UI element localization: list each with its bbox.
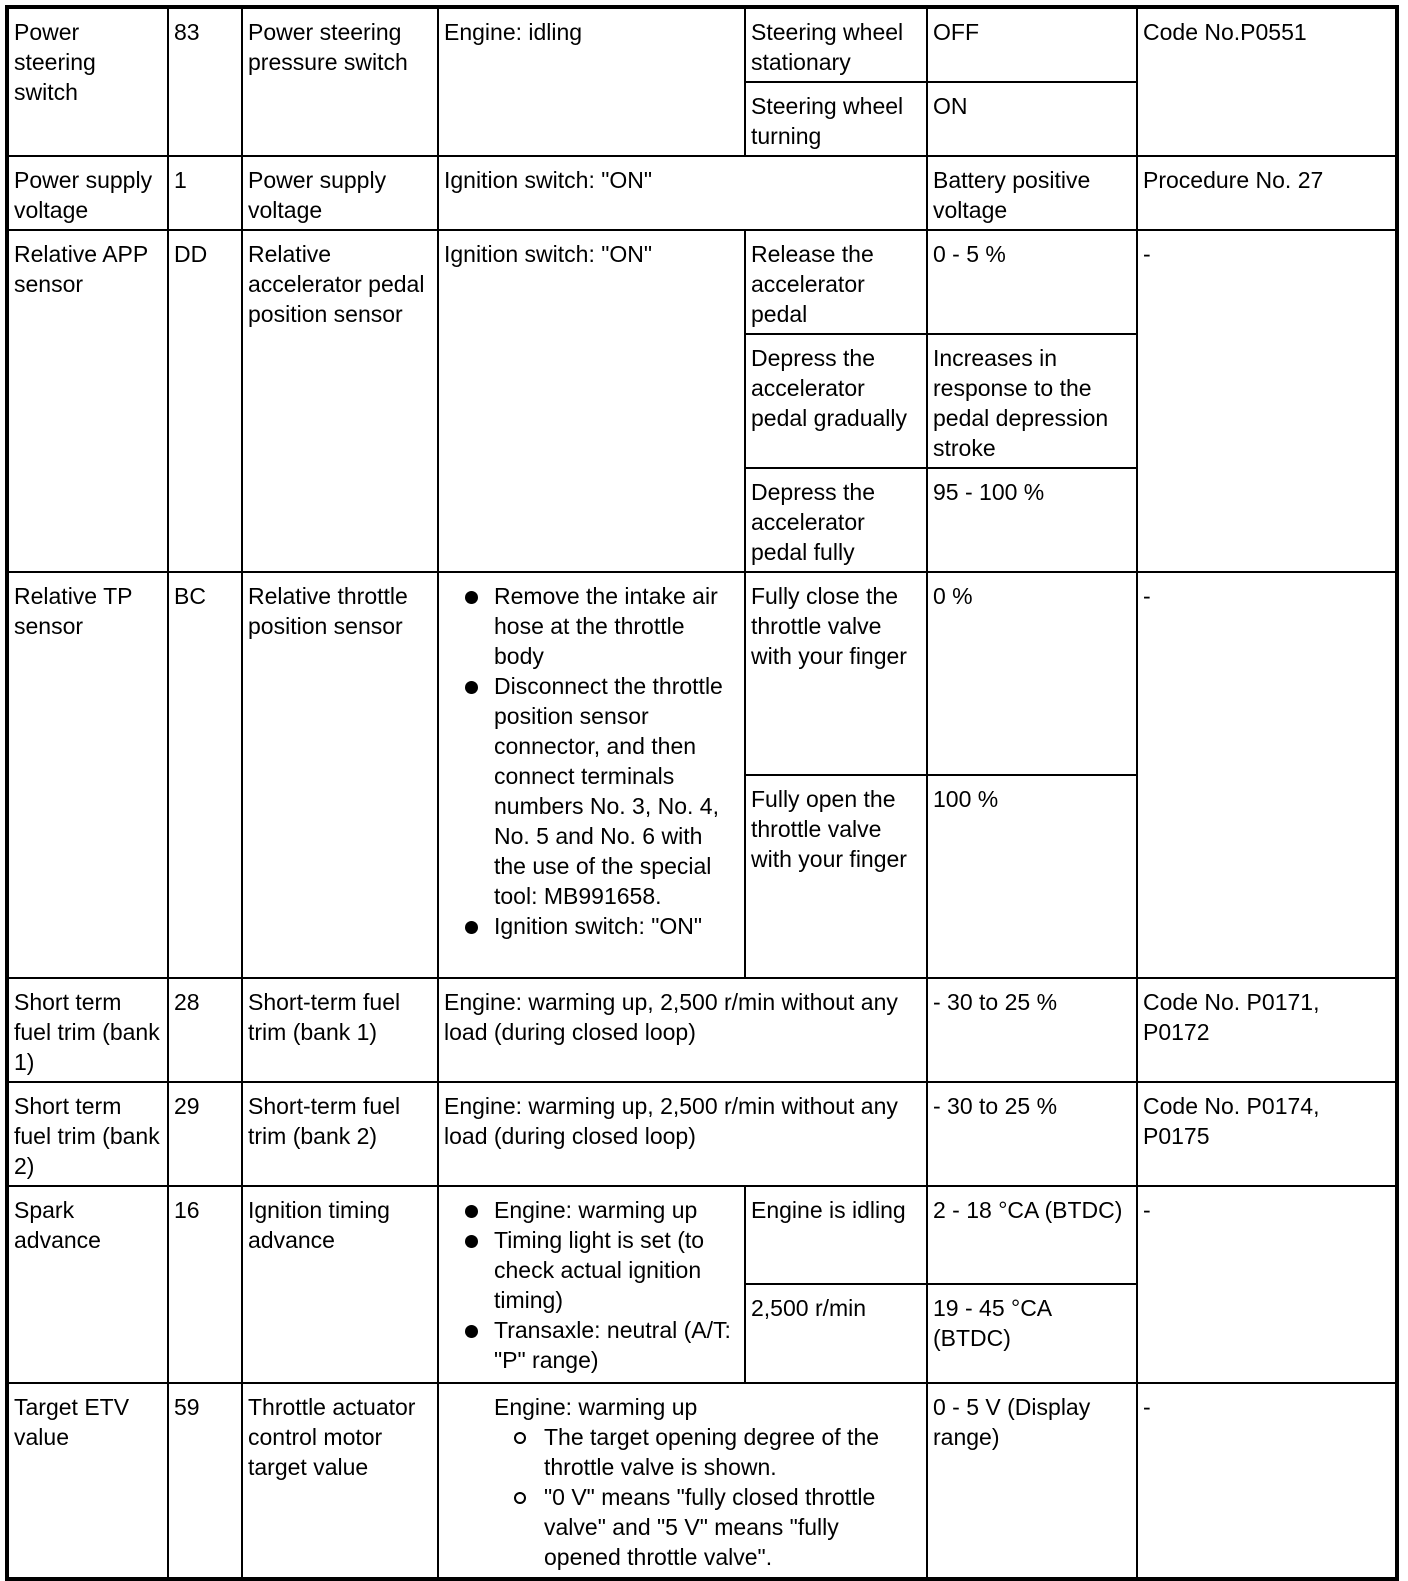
normal-value-cell: - 30 to 25 % bbox=[927, 1082, 1137, 1186]
sub-condition-cell: Depress the accelerator pedal gradually bbox=[745, 334, 927, 468]
item-no-cell: 1 bbox=[168, 156, 242, 230]
condition-cell: Ignition switch: "ON" bbox=[438, 230, 745, 572]
item-no-cell: BC bbox=[168, 572, 242, 978]
condition-cell bbox=[438, 1383, 927, 1579]
condition-bullet-list bbox=[444, 1195, 739, 1375]
normal-value-cell: - 30 to 25 % bbox=[927, 978, 1137, 1082]
item-no-cell: 16 bbox=[168, 1186, 242, 1383]
normal-value-cell: Battery positive voltage bbox=[927, 156, 1137, 230]
condition-note: "0 V" means "fully closed throttle valve" and "5 V" means "fully opened throttle valve". bbox=[494, 1482, 921, 1572]
sub-condition-cell: 2,500 r/min bbox=[745, 1284, 927, 1383]
reference-cell: - bbox=[1137, 1383, 1397, 1579]
sub-condition-cell: Fully close the throttle valve with your finger bbox=[745, 572, 927, 775]
item-cell: Relative APP sensor bbox=[7, 230, 168, 572]
item-name-cell: Throttle actuator control motor target value bbox=[242, 1383, 438, 1579]
normal-value-cell: Increases in response to the pedal depression stroke bbox=[927, 334, 1137, 468]
item-cell: Spark advance bbox=[7, 1186, 168, 1383]
sub-condition-cell: Release the accelerator pedal bbox=[745, 230, 927, 334]
item-cell: Short term fuel trim (bank 1) bbox=[7, 978, 168, 1082]
normal-value-cell: 2 - 18 °CA (BTDC) bbox=[927, 1186, 1137, 1284]
condition-bullet-list bbox=[444, 581, 739, 941]
sub-condition-cell: Steering wheel turning bbox=[745, 82, 927, 156]
item-name-cell: Power steering pressure switch bbox=[242, 7, 438, 156]
condition-cell: Engine: warming up, 2,500 r/min without any load (during closed loop) bbox=[438, 1082, 927, 1186]
table-row bbox=[7, 1186, 1397, 1284]
condition-cell: Ignition switch: "ON" bbox=[438, 156, 927, 230]
reference-cell: Code No. P0174, P0175 bbox=[1137, 1082, 1397, 1186]
reference-cell: - bbox=[1137, 1186, 1397, 1383]
condition-bullet: Ignition switch: "ON" bbox=[444, 911, 739, 941]
reference-cell: Code No.P0551 bbox=[1137, 7, 1397, 156]
item-name-cell: Power supply voltage bbox=[242, 156, 438, 230]
table-row bbox=[7, 978, 1397, 1082]
normal-value-cell: 100 % bbox=[927, 775, 1137, 978]
table-row bbox=[7, 7, 1397, 82]
condition-bullet: Timing light is set (to check actual ignition timing) bbox=[444, 1225, 739, 1315]
normal-value-cell: 95 - 100 % bbox=[927, 468, 1137, 572]
condition-cell bbox=[438, 572, 745, 978]
table-row bbox=[7, 1082, 1397, 1186]
sub-condition-cell: Engine is idling bbox=[745, 1186, 927, 1284]
condition-cell: Engine: idling bbox=[438, 7, 745, 156]
item-no-cell: 29 bbox=[168, 1082, 242, 1186]
item-cell: Power supply voltage bbox=[7, 156, 168, 230]
table-row bbox=[7, 1383, 1397, 1579]
item-no-cell: 83 bbox=[168, 7, 242, 156]
item-name-cell: Short-term fuel trim (bank 2) bbox=[242, 1082, 438, 1186]
normal-value-cell: 19 - 45 °CA (BTDC) bbox=[927, 1284, 1137, 1383]
reference-cell: - bbox=[1137, 572, 1397, 978]
condition-bullet: Remove the intake air hose at the throttle body bbox=[444, 581, 739, 671]
table-row bbox=[7, 156, 1397, 230]
reference-cell: Code No. P0171, P0172 bbox=[1137, 978, 1397, 1082]
item-name-cell: Relative throttle position sensor bbox=[242, 572, 438, 978]
normal-value-cell: OFF bbox=[927, 7, 1137, 82]
reference-cell: - bbox=[1137, 230, 1397, 572]
condition-note-list bbox=[444, 1422, 921, 1572]
sub-condition-cell: Depress the accelerator pedal fully bbox=[745, 468, 927, 572]
item-name-cell: Ignition timing advance bbox=[242, 1186, 438, 1383]
condition-note: The target opening degree of the throttle valve is shown. bbox=[494, 1422, 921, 1482]
item-no-cell: 59 bbox=[168, 1383, 242, 1579]
table-row bbox=[7, 572, 1397, 775]
condition-bullet: Disconnect the throttle position sensor connector, and then connect terminals numbers No. 3, No. 4, No. 5 and No. 6 with the use of the special tool: MB991658. bbox=[444, 671, 739, 911]
spec-table-wrapper bbox=[5, 5, 1399, 1581]
item-no-cell: 28 bbox=[168, 978, 242, 1082]
item-name-cell: Short-term fuel trim (bank 1) bbox=[242, 978, 438, 1082]
normal-value-cell: 0 - 5 % bbox=[927, 230, 1137, 334]
item-name-cell: Relative accelerator pedal position sensor bbox=[242, 230, 438, 572]
item-no-cell: DD bbox=[168, 230, 242, 572]
condition-cell bbox=[438, 1186, 745, 1383]
condition-cell: Engine: warming up, 2,500 r/min without any load (during closed loop) bbox=[438, 978, 927, 1082]
item-cell: Target ETV value bbox=[7, 1383, 168, 1579]
item-cell: Short term fuel trim (bank 2) bbox=[7, 1082, 168, 1186]
item-cell: Power steering switch bbox=[7, 7, 168, 156]
table-row bbox=[7, 230, 1397, 334]
sub-condition-cell: Steering wheel stationary bbox=[745, 7, 927, 82]
normal-value-cell: ON bbox=[927, 82, 1137, 156]
normal-value-cell: 0 % bbox=[927, 572, 1137, 775]
condition-heading: Engine: warming up bbox=[494, 1394, 698, 1420]
reference-cell: Procedure No. 27 bbox=[1137, 156, 1397, 230]
item-cell: Relative TP sensor bbox=[7, 572, 168, 978]
service-data-table bbox=[5, 5, 1399, 1581]
condition-bullet: Transaxle: neutral (A/T: "P" range) bbox=[444, 1315, 739, 1375]
normal-value-cell: 0 - 5 V (Display range) bbox=[927, 1383, 1137, 1579]
condition-bullet: Engine: warming up bbox=[444, 1195, 739, 1225]
sub-condition-cell: Fully open the throttle valve with your finger bbox=[745, 775, 927, 978]
